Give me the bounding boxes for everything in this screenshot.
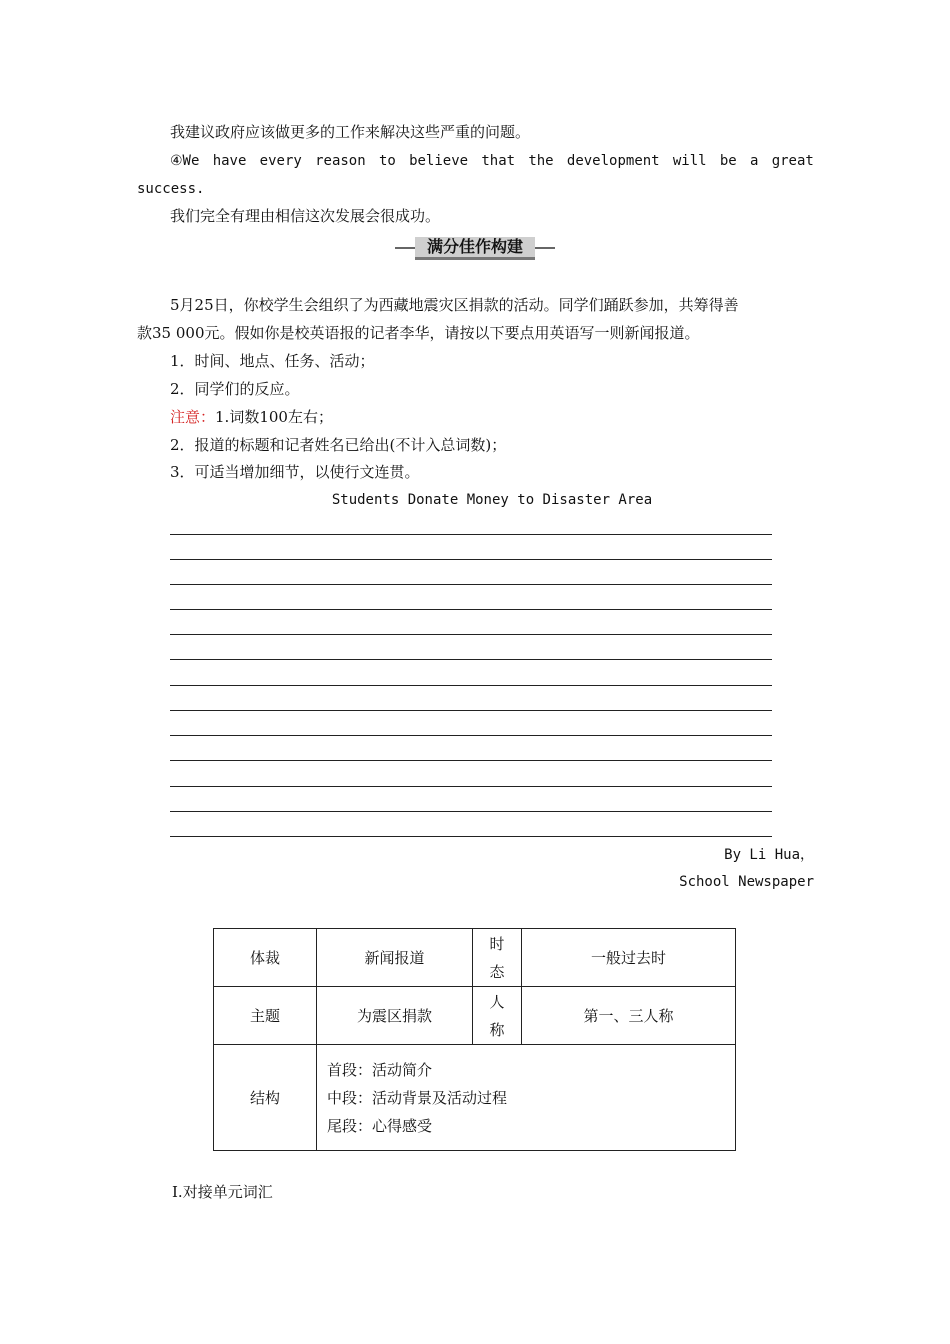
task-point-2: 2．同学们的反应。	[170, 380, 300, 398]
genre-label: 体裁	[214, 929, 317, 987]
writing-line[interactable]	[170, 685, 772, 686]
tense-label-2: 态	[489, 962, 505, 981]
genre-value: 新闻报道	[317, 929, 473, 987]
word: reason	[315, 153, 366, 169]
example-4-cn: 我们完全有理由相信这次发展会很成功。	[170, 207, 441, 225]
word: be	[719, 153, 737, 169]
task-note-2: 2．报道的标题和记者姓名已给出(不计入总词数)；	[170, 436, 507, 454]
task-note-3: 3．可适当增加细节，以使行文连贯。	[170, 463, 420, 481]
theme-value: 为震区捐款	[317, 987, 473, 1045]
writing-line[interactable]	[170, 786, 772, 787]
word: will	[672, 153, 707, 169]
writing-line[interactable]	[170, 659, 772, 660]
word: every	[259, 153, 302, 169]
writing-line[interactable]	[170, 559, 772, 560]
example-4-cont: success.	[137, 181, 205, 197]
writing-line[interactable]	[170, 534, 772, 535]
structure-line: 首段：活动简介	[327, 1060, 433, 1079]
table-row	[214, 1045, 736, 1151]
word: have	[212, 153, 247, 169]
word: that	[481, 153, 516, 169]
tense-label	[473, 929, 522, 987]
word: a	[749, 153, 759, 169]
word: believe	[409, 153, 469, 169]
word: the	[528, 153, 554, 169]
task-note-1	[170, 407, 333, 427]
structure-value	[317, 1045, 736, 1151]
section-heading: Ⅰ.对接单元词汇	[172, 1183, 273, 1201]
writing-line[interactable]	[170, 760, 772, 761]
writing-line[interactable]	[170, 710, 772, 711]
byline-paper: School Newspaper	[679, 874, 814, 890]
task-point-1: 1．时间、地点、任务、活动；	[170, 352, 375, 370]
note-label: 注意：	[170, 408, 216, 426]
writing-line[interactable]	[170, 609, 772, 610]
banner-title: 满分佳作构建	[415, 237, 535, 260]
section-banner	[395, 237, 555, 259]
writing-line[interactable]	[170, 634, 772, 635]
structure-line: 尾段：心得感受	[327, 1116, 433, 1135]
word: development	[566, 153, 660, 169]
word: ④We	[170, 153, 200, 169]
writing-line[interactable]	[170, 836, 772, 837]
table-row	[214, 987, 736, 1045]
theme-label: 主题	[214, 987, 317, 1045]
person-value: 第一、三人称	[522, 987, 736, 1045]
word: great	[771, 153, 814, 169]
byline-author: By Li Hua，	[724, 847, 814, 863]
person-label-1: 人	[489, 992, 505, 1011]
task-paragraph-1b: 款35 000元。假如你是校英语报的记者李华，请按以下要点用英语写一则新闻报道。	[137, 324, 700, 342]
note-1-text: 1.词数100左右；	[215, 408, 333, 426]
analysis-table	[213, 928, 736, 1151]
essay-title: Students Donate Money to Disaster Area	[331, 492, 653, 508]
banner-bar-right	[533, 247, 555, 249]
word: to	[378, 153, 396, 169]
writing-line[interactable]	[170, 584, 772, 585]
writing-line[interactable]	[170, 735, 772, 736]
person-label-2: 称	[489, 1020, 505, 1039]
structure-label: 结构	[214, 1045, 317, 1151]
person-label	[473, 987, 522, 1045]
table-row	[214, 929, 736, 987]
intro-line1: 我建议政府应该做更多的工作来解决这些严重的问题。	[170, 123, 531, 141]
banner-bar-left	[395, 247, 417, 249]
writing-line[interactable]	[170, 811, 772, 812]
tense-label-1: 时	[489, 934, 505, 953]
task-paragraph-1a: 5月25日，你校学生会组织了为西藏地震灾区捐款的活动。同学们踊跃参加，共筹得善	[170, 296, 739, 314]
example-4-line	[170, 151, 814, 171]
structure-line: 中段：活动背景及活动过程	[327, 1088, 508, 1107]
tense-value: 一般过去时	[522, 929, 736, 987]
